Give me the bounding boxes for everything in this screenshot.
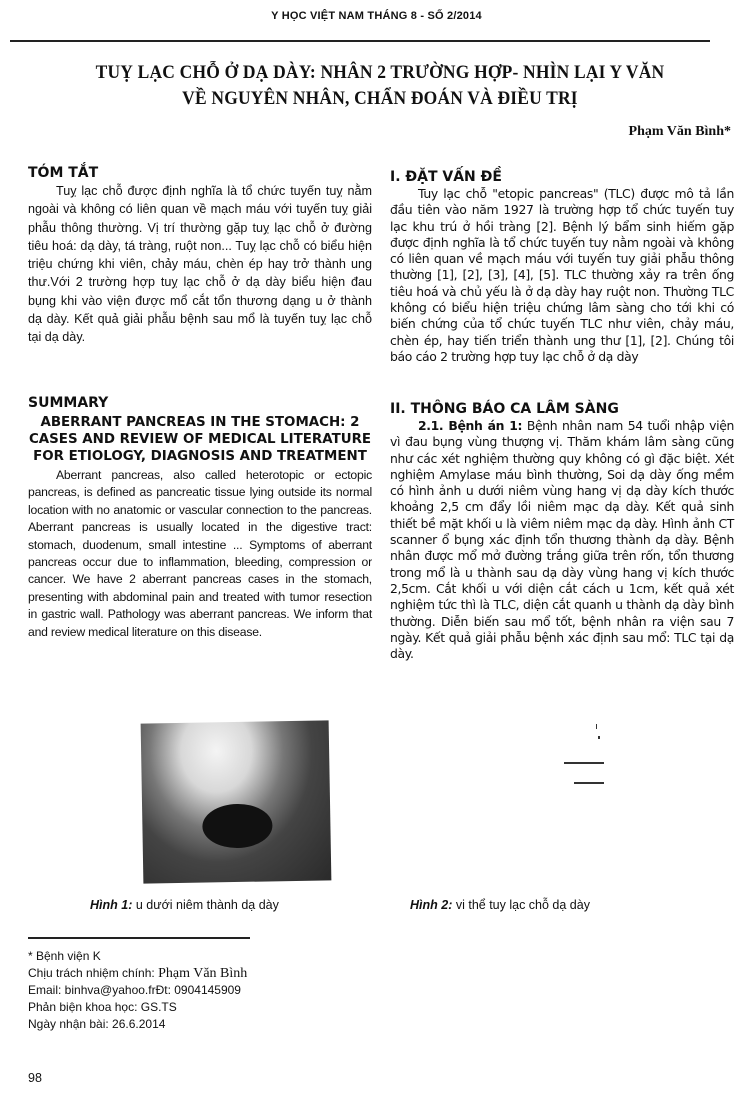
figure-2-caption [410,898,590,912]
case-text: Bệnh nhân nam 54 tuổi nhập viện vì đau bụng vùng thượng vị. Thăm khám lâm sàng cũng như các xét nghiệm thường quy không có gì đặc biệt. Xét nghiệm Amylase máu bình thường, Soi dạ dày ống mềm có hình ảnh u dưới niêm vùng hang vị dạ dày kích thước khoảng 2,5 cm đẩy lồi niêm mạc dạ dày. Kết quả sinh thiết bề mặt khối u là viêm niêm mạc dạ dày. Hình ảnh CT scanner ổ bụng xác định tổn thương thành dạ dày. Bệnh nhân được mổ mở đường trắng giữa trên rốn, tổn thương trong mổ là u thành sau dạ dày vùng hang vị kích thước 2,5cm. Cắt khối u với diện cắt cách u 1cm, kết quả xét nghiệm tức thì là TLC, diện cắt quanh u thành dạ dày bình thường. Diễn biến sau mổ tốt, bệnh nhân ra viện sau 7 ngày. Kết quả giải phẫu bệnh xác định sau mổ: TLC tại dạ dày. [390,418,734,662]
page-number: 98 [28,1071,42,1085]
section1-heading: I. ĐẶT VẤN ĐỀ [390,169,502,185]
footnote-rule [28,937,250,939]
figure-2-image [560,722,640,792]
author: Phạm Văn Bình* [628,124,731,139]
summary-body: Aberrant pancreas, also called heterotopic or ectopic pancreas, is defined as pancreatic tissue lying outside its normal location with no anatomic or vascular connection to the pancreas. Aberrant pancreas is usually located in the digestive tract: stomach, duodenum, small intestine ... Symptoms of aberrant pancreas occur due to inflammation, bleeding, compression or cancer. We have 2 aberrant pancreas cases in the stomach, presenting with abdominal pain and treated with tumor resection in gastric wall. Pathology was aberrant pancreas. We inform that and review medical literature on this disease. [28,468,372,639]
article-title [67,60,693,112]
figure-1-caption [90,898,279,912]
reviewer: Phản biện khoa học: GS.TS [28,1000,177,1014]
responsible-author: Chịu trách nhiệm chính: Phạm Văn Bình [28,966,248,981]
figure-2-text: vi thể tuy lạc chỗ dạ dày [455,898,590,912]
abstract-heading: TÓM TẮT [28,165,99,181]
affiliation: * Bệnh viện K [28,949,101,963]
section2-body [390,418,734,662]
abstract-vi [28,164,372,347]
section-introduction [390,168,734,365]
abstract-body: Tuỵ lạc chỗ được định nghĩa là tổ chức tuyến tuỵ nằm ngoài và không có liên quan về mạch máu với tuyến tuỵ giải phẫu thông thường. Vị trí thường gặp tuỵ lạc chỗ ở đường tiêu hoá: dạ dày, tá tràng, ruột non... Tuỵ lạc chỗ có biểu hiện triệu chứng khi viên, chảy máu, chèn ép hay trở thành ung thư.Với 2 trường hợp tuỵ lạc chỗ ở dạ dày biểu hiện đau bụng khi vào viện được mổ cắt tổn thương dạng u ở thành dạ dày. Kết quả giải phẫu bệnh sau mổ là tuyến tuỵ lạc chỗ tại dạ dày. [28,184,372,345]
summary-en [28,394,372,641]
case-label: 2.1. Bệnh án 1: [418,418,523,433]
header-rule [10,40,710,42]
summary-heading: SUMMARY [28,395,109,411]
figure-1-endoscopy-image [141,720,332,883]
figure-1-text: u dưới niêm thành dạ dày [135,898,279,912]
title-line-1: TUỴ LẠC CHỖ Ở DẠ DÀY: NHÂN 2 TRƯỜNG HỢP- NHÌN LẠI Y VĂN [95,62,665,83]
section2-heading: II. THÔNG BÁO CA LÂM SÀNG [390,401,619,417]
contact: Email: binhva@yahoo.frĐt: 0904145909 [28,983,241,997]
section1-body: Tuy lạc chỗ "etopic pancreas" (TLC) được mô tả lần đầu tiên vào năm 1927 là trường hợp tổ chức tuyến tuy lạc khu trú ở hồi tràng [2]. Bệnh lý bẩm sinh hiếm gặp được định nghĩa là tổ chức tuyến tuy nằm ngoài và không có liên quan về mạch máu với tuyến tuy giải phẫu thông thường [1], [2], [3], [4], [5]. TLC thường xảy ra trên ống tiêu hoá và chủ yếu là ở dạ dày hay ruột non. Thường TLC không có biểu hiện triệu chứng lâm sàng cho tới khi có biến chứng của tổ chức tuyến TLC như viên, chảy máu, chèn ép, hay tiến triển thành ung thư [1], [2]. Chúng tôi báo cáo 2 trường hợp tuy lạc chỗ ở dạ dày [390,186,734,364]
figure-2-label: Hình 2: [410,898,453,912]
running-header: Y HỌC VIỆT NAM THÁNG 8 - SỐ 2/2014 [271,10,482,22]
summary-title: ABERRANT PANCREAS IN THE STOMACH: 2 CASES AND REVIEW OF MEDICAL LITERATURE FOR ETIOLOGY, DIAGNOSIS AND TREATMENT [28,415,372,464]
figure-1-label: Hình 1: [90,898,133,912]
title-line-2: VỀ NGUYÊN NHÂN, CHẨN ĐOÁN VÀ ĐIỀU TRỊ [182,88,578,109]
section-case-report [390,400,734,662]
received-date: Ngày nhận bài: 26.6.2014 [28,1017,166,1031]
footnote [28,948,247,1033]
